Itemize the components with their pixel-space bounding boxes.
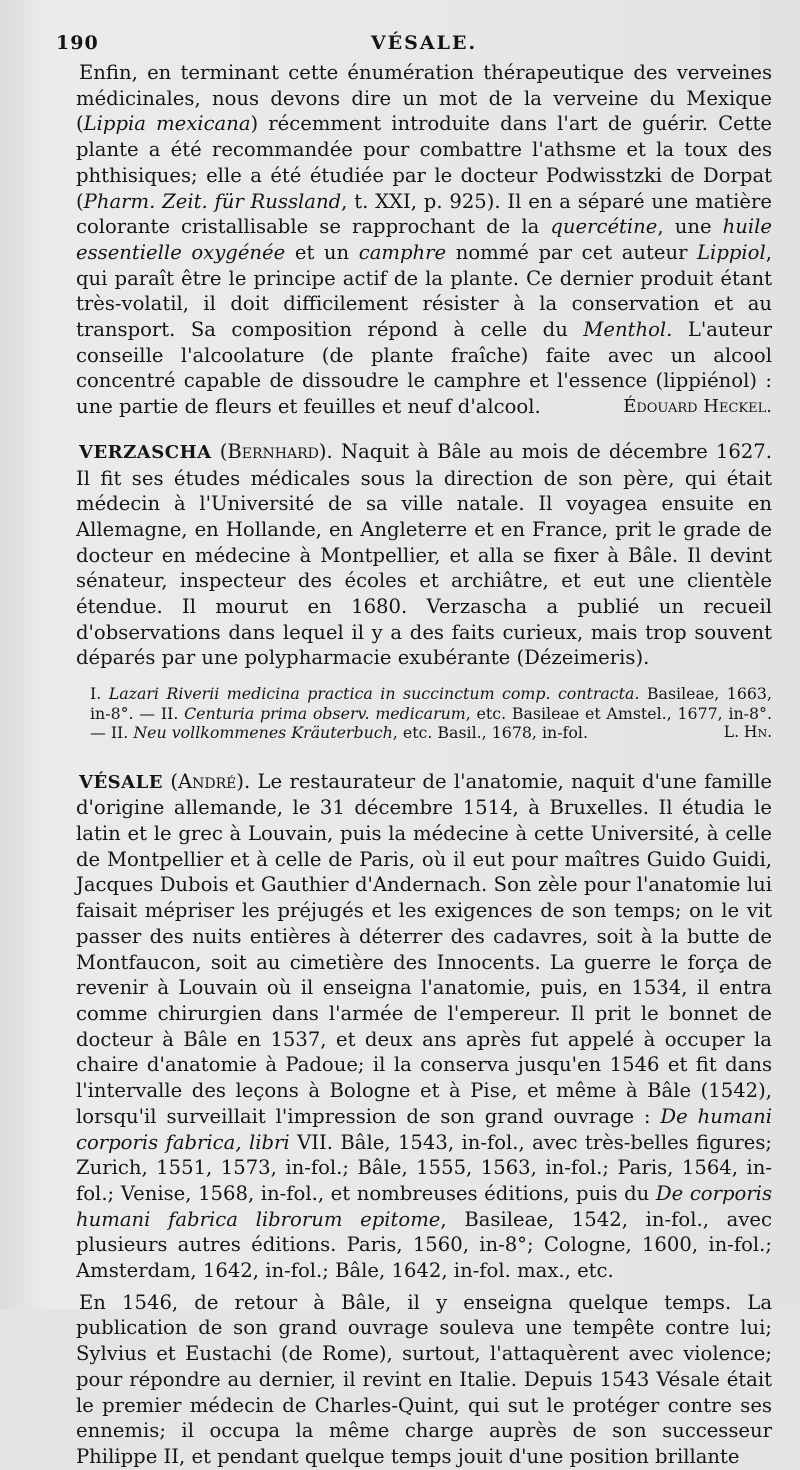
italic-term: huile essentielle oxygénée [76, 215, 772, 264]
text-run: I. [90, 684, 109, 704]
vesale-entry [76, 769, 772, 1284]
italic-title: Neu vollkommenes Kräuterbuch [133, 723, 393, 743]
vesale-paragraph-2 [76, 1290, 772, 1470]
text-run: , Basileae, 1542, in-fol., avec plusieurs autres éditions. Paris, 1560, in-8°; Cologne, 1600, in-fol.; Amsterdam, 1642, in-fol.; Bâle, 1642, in-fol. max., etc. [76, 1207, 772, 1283]
text-run: Le restaurateur de l'anatomie, naquit d'une famille d'origine allemande, le 31 décembre 1514, à Bruxelles. Il étudia le latin et le grec à Louvain, puis la médecine à cette Université, à celle de Montpellier et à celle de Paris, où il eut pour maîtres Guido Guidi, Jacques Dubois et Gauthier d'Andernach. Son zèle pour l'anatomie lui faisait mépriser les préjugés et les exigences de son temps; on le vit passer des nuits entières à déterrer des cadavres, soit à la butte de Montfaucon, soit au cimetière des Innocents. La guerre le força de revenir à Louvain où il enseigna l'anatomie, puis, en 1534, il entra comme chirurgien dans l'armée de l'empereur. Il prit le bonnet de docteur à Bâle en 1537, et deux ans après fut appelé à occuper la chaire d'anatomie à Padoue; il la conserva jusqu'en 1546 et fit dans l'intervalle des leçons à Bologne et à Pise, et même à Bâle (1542), lorsqu'il surveillait l'impression de son grand ouvrage : [76, 769, 773, 1128]
text-run: ( [163, 769, 178, 793]
author-signature: Édouard Heckel. [623, 396, 772, 418]
verzascha-bibliography [76, 684, 772, 743]
text-run: ). [236, 769, 251, 793]
text-run: , etc. Basileae et Amstel., 1677, in-8°. — II. [90, 703, 772, 743]
entry-headword: VERZASCHA [79, 441, 212, 463]
italic-title: De humani corporis fabrica, libri [76, 1104, 772, 1154]
italic-citation: Pharm. Zeit. für Russland [83, 189, 342, 213]
verzascha-entry [76, 439, 772, 671]
italic-title: Centuria prima observ. medicarum [184, 703, 466, 723]
entry-headword: VÉSALE [79, 771, 164, 793]
verveine-paragraph [76, 60, 772, 420]
italic-term: Lippia mexicana [83, 112, 251, 136]
italic-term: quercétine [550, 215, 658, 239]
text-run: ). [318, 439, 333, 463]
text-run: , une [657, 215, 723, 239]
text-run: En 1546, de retour à Bâle, il y enseigna quelque temps. La publication de son grand ouvrage souleva une tempête contre lui; Sylvius et Eustachi (de Rome), surtout, l'attaquèrent avec violence; pour répondre au dernier, il revint en Italie. Depuis 1543 Vésale était le premier médecin de Charles-Quint, qui sut le protéger contre ses ennemis; il occupa la même charge auprès de son successeur Philippe II, et pendant quelque temps jouit d'une position brillante [76, 1290, 772, 1468]
text-run: VII. Bâle, 1543, in-fol., avec très-belles figures; Zurich, 1551, 1573, in-fol.; Bâle, 1555, 1563, in-fol.; Paris, 1564, in-fol.; Venise, 1568, in-fol., et nombreuses éditions, puis du [76, 1130, 772, 1205]
italic-title: De corporis humani fabrica librorum epitome [76, 1181, 773, 1231]
page-number: 190 [56, 32, 99, 54]
running-title: VÉSALE. [370, 32, 478, 54]
text-run: nommé par cet auteur [446, 240, 698, 264]
entry-body: Naquit à Bâle au mois de décembre 1627. Il fit ses études médicales sous la direction de son père, qui était médecin à l'Université de sa ville natale. Il voyagea ensuite en Allemagne, en Hollande, en Angleterre et en France, prit le grade de docteur en médecine à Montpellier, et alla se fixer à Bâle. Il devint sénateur, inspecteur des écoles et archiâtre, et eut une clientèle étendue. Il mourut en 1680. Verzascha a publié un recueil d'observations dans lequel il y a des faits curieux, mais trop souvent déparés par une polypharmacie exubérante (Dézeimeris). [76, 439, 772, 670]
italic-title: Lazari Riverii medicina practica in succinctum comp. contracta. [108, 684, 640, 704]
text-run: ( [211, 439, 228, 463]
text-run: , t. XXI, p. 925). Il en a séparé une matière colorante cristallisable se rapprochant de la [76, 189, 772, 239]
text-run: et un [285, 240, 359, 264]
italic-term: Menthol [583, 318, 667, 342]
text-run: Basileae, 1663, in-8°. — II. [90, 684, 772, 723]
running-header [56, 30, 772, 60]
entry-forename: Bernhard [227, 439, 319, 463]
italic-term: Lippiol [697, 240, 766, 264]
text-run: , qui paraît être le principe actif de la plante. Ce dernier produit étant très-volatil, il doit difficilement résister à la conservation et au transport. Sa composition répond à celle du [76, 240, 772, 342]
text-run: Enfin, en terminant cette énumération thérapeutique des verveines médicinales, nous devons dire un mot de la verveine du Mexique ( [76, 61, 772, 136]
text-run: ) récemment introduite dans l'art de guérir. Cette plante a été recommandée pour combattre l'athsme et la toux des phthisiques; elle a été étudiée par le docteur Podwisstzki de Dorpat ( [76, 112, 772, 213]
text-run: , etc. Basil., 1678, in-fol. [392, 723, 588, 743]
italic-term: camphre [358, 240, 447, 264]
author-signature: L. Hn. [723, 723, 772, 742]
text-run: . L'auteur conseille l'alcoolature (de plante fraîche) faite avec un alcool concentré capable de dissoudre le camphre et l'essence (lippiénol) : une partie de fleurs et feuilles et neuf d'alcool. [76, 318, 772, 419]
entry-forename: André [177, 769, 237, 793]
